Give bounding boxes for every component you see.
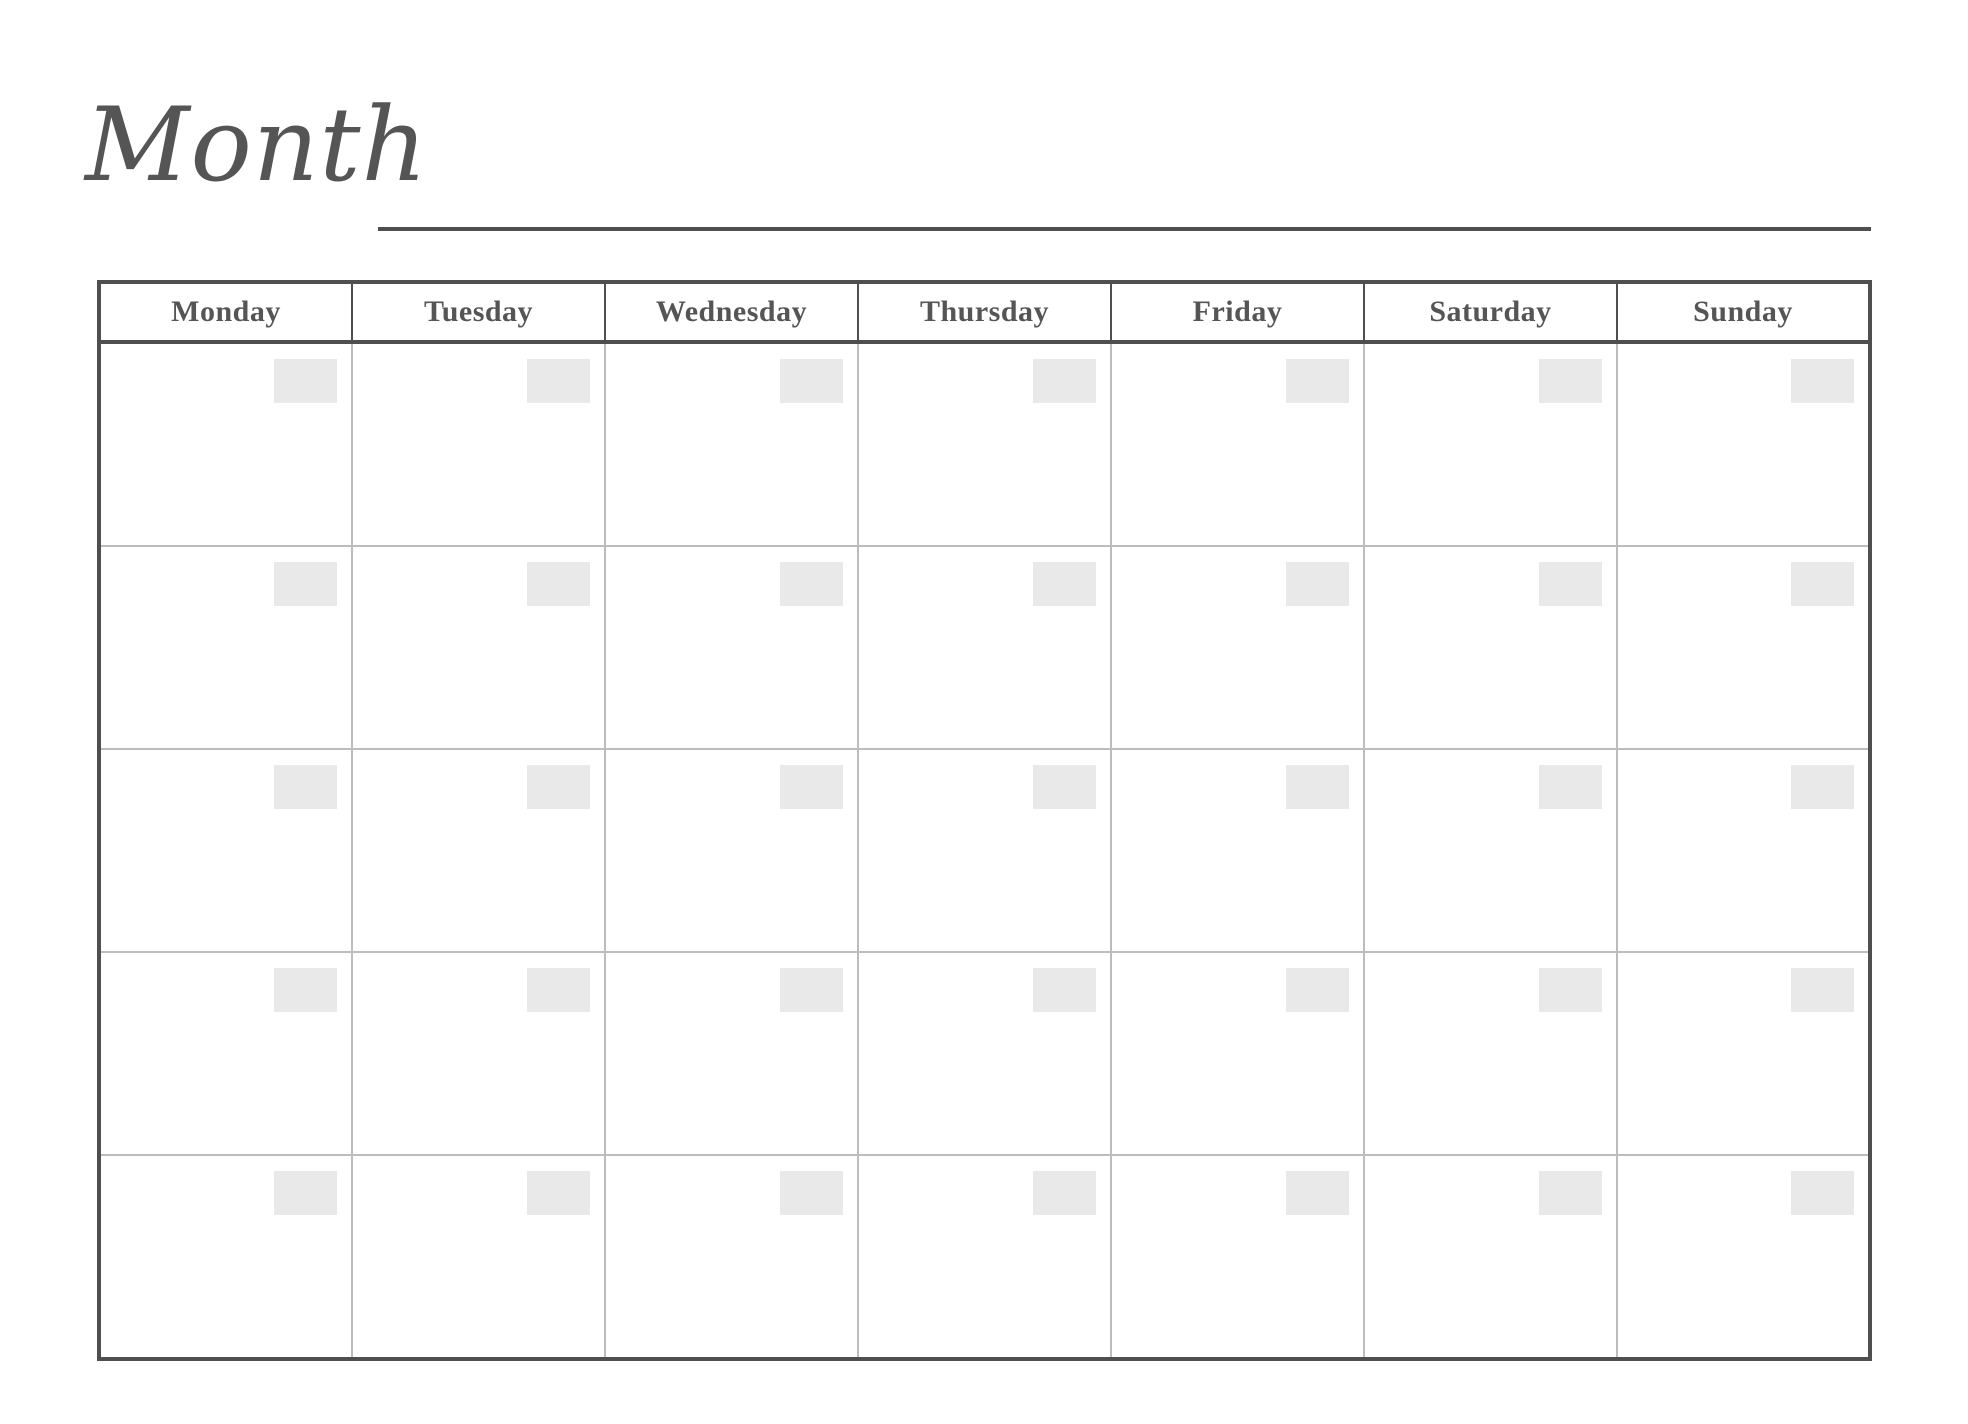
day-cell <box>1111 1155 1364 1359</box>
date-placeholder <box>780 1171 843 1215</box>
date-placeholder <box>274 562 337 606</box>
day-cell <box>352 1155 605 1359</box>
day-header-sunday: Sunday <box>1617 282 1870 342</box>
date-placeholder <box>1791 968 1854 1012</box>
date-placeholder <box>1033 968 1096 1012</box>
date-placeholder <box>274 968 337 1012</box>
month-title: Month <box>85 86 429 205</box>
date-placeholder <box>274 1171 337 1215</box>
date-placeholder <box>1286 562 1349 606</box>
date-placeholder <box>527 359 590 403</box>
date-placeholder <box>1539 562 1602 606</box>
date-placeholder <box>527 1171 590 1215</box>
day-cell <box>99 342 352 546</box>
day-cell <box>605 342 858 546</box>
calendar-header <box>99 282 1870 342</box>
date-placeholder <box>527 562 590 606</box>
week-row <box>99 342 1870 546</box>
day-cell <box>858 749 1111 952</box>
calendar-body <box>99 342 1870 1359</box>
day-cell <box>1364 749 1617 952</box>
day-header-tuesday: Tuesday <box>352 282 605 342</box>
day-cell <box>1111 749 1364 952</box>
day-cell <box>99 546 352 749</box>
day-header-row <box>99 282 1870 342</box>
day-cell <box>1111 952 1364 1155</box>
day-cell <box>858 342 1111 546</box>
date-placeholder <box>780 562 843 606</box>
day-cell <box>1617 1155 1870 1359</box>
day-cell <box>1111 546 1364 749</box>
date-placeholder <box>1033 1171 1096 1215</box>
calendar-table <box>97 280 1872 1361</box>
date-placeholder <box>1791 562 1854 606</box>
date-placeholder <box>1791 359 1854 403</box>
date-placeholder <box>1033 562 1096 606</box>
day-cell <box>99 749 352 952</box>
week-row <box>99 749 1870 952</box>
date-placeholder <box>1791 1171 1854 1215</box>
day-header-wednesday: Wednesday <box>605 282 858 342</box>
day-header-thursday: Thursday <box>858 282 1111 342</box>
week-row <box>99 546 1870 749</box>
month-fill-in-line <box>378 227 1871 231</box>
date-placeholder <box>274 765 337 809</box>
day-cell <box>605 749 858 952</box>
date-placeholder <box>1033 765 1096 809</box>
date-placeholder <box>1791 765 1854 809</box>
day-cell <box>605 952 858 1155</box>
date-placeholder <box>1286 765 1349 809</box>
day-header-friday: Friday <box>1111 282 1364 342</box>
day-cell <box>1364 342 1617 546</box>
day-cell <box>1364 952 1617 1155</box>
day-cell <box>605 1155 858 1359</box>
day-cell <box>858 1155 1111 1359</box>
date-placeholder <box>1539 359 1602 403</box>
day-cell <box>99 1155 352 1359</box>
day-cell <box>99 952 352 1155</box>
date-placeholder <box>527 968 590 1012</box>
date-placeholder <box>274 359 337 403</box>
week-row <box>99 952 1870 1155</box>
day-cell <box>1111 342 1364 546</box>
day-cell <box>1617 749 1870 952</box>
date-placeholder <box>1286 968 1349 1012</box>
day-cell <box>1617 546 1870 749</box>
day-cell <box>352 546 605 749</box>
date-placeholder <box>1539 968 1602 1012</box>
day-cell <box>605 546 858 749</box>
date-placeholder <box>1539 765 1602 809</box>
day-cell <box>1617 342 1870 546</box>
date-placeholder <box>780 968 843 1012</box>
date-placeholder <box>780 359 843 403</box>
day-cell <box>858 952 1111 1155</box>
day-cell <box>1364 1155 1617 1359</box>
day-header-monday: Monday <box>99 282 352 342</box>
day-header-saturday: Saturday <box>1364 282 1617 342</box>
week-row <box>99 1155 1870 1359</box>
day-cell <box>352 952 605 1155</box>
day-cell <box>1617 952 1870 1155</box>
day-cell <box>352 342 605 546</box>
date-placeholder <box>1286 359 1349 403</box>
day-cell <box>1364 546 1617 749</box>
date-placeholder <box>1539 1171 1602 1215</box>
date-placeholder <box>780 765 843 809</box>
day-cell <box>858 546 1111 749</box>
date-placeholder <box>1286 1171 1349 1215</box>
day-cell <box>352 749 605 952</box>
date-placeholder <box>1033 359 1096 403</box>
date-placeholder <box>527 765 590 809</box>
